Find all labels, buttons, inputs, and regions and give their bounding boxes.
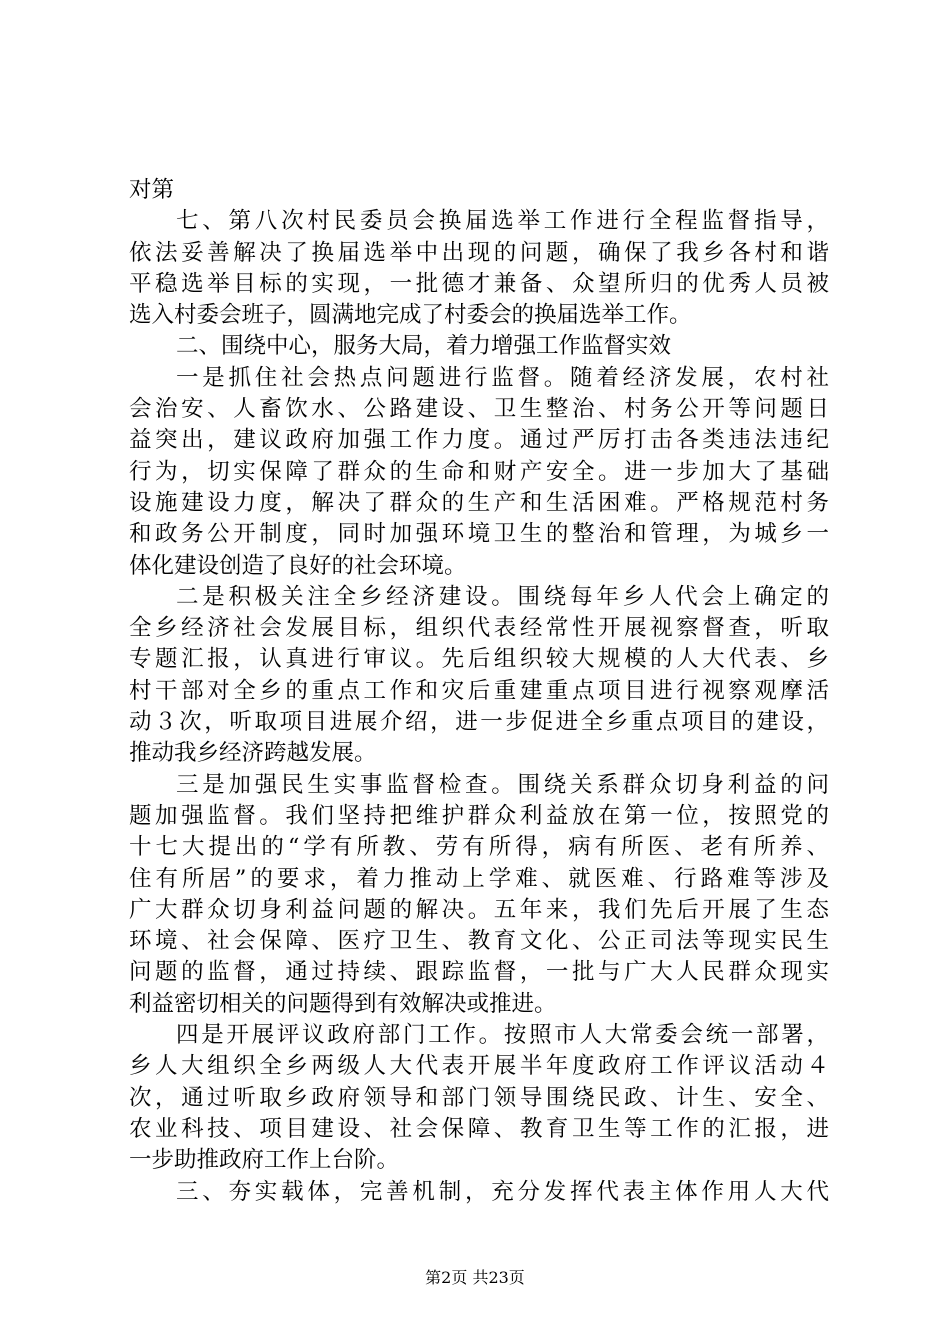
text-line: 十七大提出的“学有所教、劳有所得，病有所医、老有所养、 bbox=[129, 834, 829, 861]
text-line: 广大群众切身利益问题的解决。五年来，我们先后开展了生态 bbox=[129, 896, 829, 923]
text-line: 全乡经济社会发展目标，组织代表经常性开展视察督查，听取 bbox=[129, 615, 829, 642]
text-line: 一步助推政府工作上台阶。 bbox=[129, 1147, 400, 1174]
page-footer: 第2页 共23页 bbox=[425, 1268, 525, 1287]
text-line: 问题的监督，通过持续、跟踪监督，一批与广大人民群众现实 bbox=[129, 959, 829, 986]
text-line: 乡人大组织全乡两级人大代表开展半年度政府工作评议活动４ bbox=[129, 1053, 829, 1080]
text-line: 动３次，听取项目进展介绍，进一步促进全乡重点项目的建设， bbox=[129, 709, 829, 736]
text-line: 一是抓住社会热点问题进行监督。随着经济发展，农村社 bbox=[176, 364, 829, 391]
text-line: 村干部对全乡的重点工作和灾后重建重点项目进行视察观摩活 bbox=[129, 677, 829, 704]
text-line: 七、第八次村民委员会换届选举工作进行全程监督指导， bbox=[176, 208, 829, 235]
text-line: 二、围绕中心，服务大局，着力增强工作监督实效 bbox=[176, 333, 672, 360]
text-line: 三是加强民生实事监督检查。围绕关系群众切身利益的问 bbox=[176, 771, 829, 798]
text-line: 会治安、人畜饮水、公路建设、卫生整治、村务公开等问题日 bbox=[129, 396, 829, 423]
text-line: 利益密切相关的问题得到有效解决或推进。 bbox=[129, 990, 557, 1017]
text-line: 二是积极关注全乡经济建设。围绕每年乡人代会上确定的 bbox=[176, 583, 829, 610]
text-line: 对第 bbox=[129, 177, 175, 203]
text-line: 体化建设创造了良好的社会环境。 bbox=[129, 552, 467, 579]
text-line: 环境、社会保障、医疗卫生、教育文化、公正司法等现实民生 bbox=[129, 928, 829, 955]
text-line: 设施建设力度，解决了群众的生产和生活困难。严格规范村务 bbox=[129, 489, 829, 516]
text-line: 选入村委会班子，圆满地完成了村委会的换届选举工作。 bbox=[129, 302, 692, 329]
text-line: 住有所居”的要求，着力推动上学难、就医难、行路难等涉及 bbox=[129, 865, 829, 892]
text-line: 行为，切实保障了群众的生命和财产安全。进一步加大了基础 bbox=[129, 458, 829, 485]
text-line: 益突出，建议政府加强工作力度。通过严厉打击各类违法违纪 bbox=[129, 427, 829, 454]
text-line: 农业科技、项目建设、社会保障、教育卫生等工作的汇报，进 bbox=[129, 1115, 829, 1142]
text-line: 平稳选举目标的实现，一批德才兼备、众望所归的优秀人员被 bbox=[129, 270, 829, 297]
text-line: 次，通过听取乡政府领导和部门领导围绕民政、计生、安全、 bbox=[129, 1084, 829, 1111]
text-line: 和政务公开制度，同时加强环境卫生的整治和管理，为城乡一 bbox=[129, 521, 829, 548]
text-line: 三、夯实载体，完善机制，充分发挥代表主体作用人大代 bbox=[176, 1178, 829, 1205]
text-line: 四是开展评议政府部门工作。按照市人大常委会统一部署， bbox=[176, 1022, 829, 1049]
document-body bbox=[129, 175, 829, 1208]
text-line: 专题汇报，认真进行审议。先后组织较大规模的人大代表、乡 bbox=[129, 646, 829, 673]
text-line: 依法妥善解决了换届选举中出现的问题，确保了我乡各村和谐 bbox=[129, 239, 829, 266]
text-line: 题加强监督。我们坚持把维护群众利益放在第一位，按照党的 bbox=[129, 802, 829, 829]
text-line: 推动我乡经济跨越发展。 bbox=[129, 740, 377, 767]
